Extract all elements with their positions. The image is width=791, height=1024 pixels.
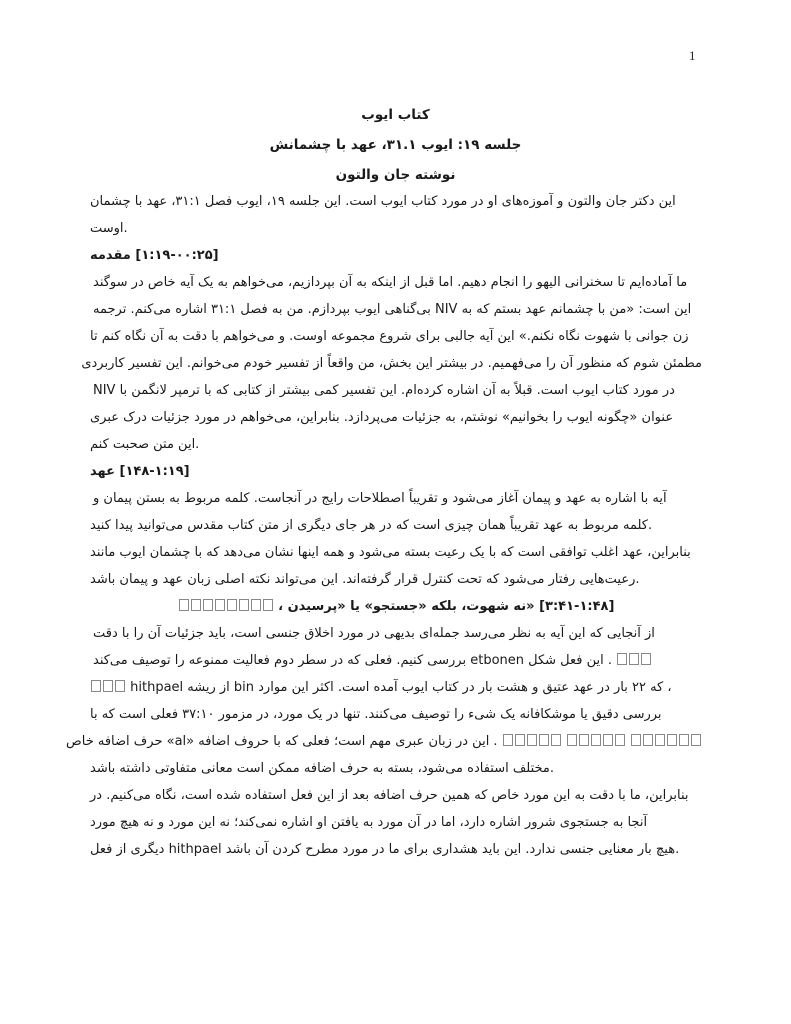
missing-glyphs bbox=[616, 653, 652, 668]
paragraph-line: این است: «من با چشمانم عهد بستم که به NIV بی‌گناهی ایوب بپردازم. من به فصل ۳۱:۱ اشاره می‌کنم. ترجمه bbox=[93, 302, 692, 317]
session-title: جلسه ۱۹: ایوب ۳۱.۱، عهد با چشمانش bbox=[269, 137, 522, 153]
introduction-paragraph bbox=[81, 269, 702, 458]
paragraph-line: آیه با اشاره به عهد و پیمان آغاز می‌شود و تقریباً اصطلاحات رایج در آنجاست. کلمه مربوط به بستن پیمان و bbox=[93, 491, 667, 506]
paragraph-line: .این متن صحبت کنم bbox=[90, 437, 200, 452]
missing-glyphs bbox=[90, 680, 126, 695]
missing-glyphs bbox=[502, 734, 702, 749]
paragraph-line: بررسی دقیق یا موشکافانه یک شیء را توصیف می‌کنند. تنها در یک مورد، در مزمور ۳۷:۱۰ فعلی است که با bbox=[90, 707, 662, 722]
missing-glyphs bbox=[178, 599, 279, 614]
paragraph-line: مطمئن شوم که منظور آن را می‌فهمیم. در بیشتر این بخش، من واقعاً از تفسیر خودم می‌خوانم. این تفسیر کاربردی bbox=[81, 356, 702, 371]
paragraph-line: .رعیت‌هایی رفتار می‌شود که تحت کنترل قرار گرفته‌اند. این می‌تواند نکته اصلی زبان عهد و پیمان باشد bbox=[90, 572, 640, 587]
paragraph-line: بنابراین، ما با دقت به این مورد خاص که همین حرف اضافه بعد از این فعل استفاده شده است، نگاه می‌کنیم. در bbox=[90, 788, 689, 803]
section-heading-covenant bbox=[90, 458, 702, 485]
book-title: کتاب ایوب bbox=[361, 107, 430, 123]
covenant-paragraph bbox=[90, 485, 702, 593]
paragraph-line: زن جوانی با شهوت نگاه نکنم.» این آیه جالبی برای شروع مجموعه اوست. و می‌خواهم با دقت به آن نگاه کنم تا bbox=[90, 329, 689, 344]
section-heading-searching bbox=[90, 593, 702, 620]
heading-timestamp: [۱:۱۹-۰۰:۲۵] bbox=[135, 248, 219, 263]
paragraph-line: . این در زبان عبری مهم است؛ فعلی که با حروف اضافه «al» حرف اضافه خاص bbox=[90, 728, 702, 755]
paragraph-line: عنوان «چگونه ایوب را بخوانیم» نوشتم، به جزئیات می‌پردازد. بنابراین، می‌خواهم در مورد جزئیات درک عبری bbox=[90, 410, 674, 425]
document-body bbox=[66, 188, 702, 863]
paragraph-line: این دکتر جان والتون و آموزه‌های او در مورد کتاب ایوب است. این جلسه ۱۹، ایوب فصل ۳۱:۱، عهد با چشمان bbox=[90, 194, 676, 209]
paragraph-line: در مورد کتاب ایوب است. قبلاً به آن اشاره کرده‌ام. این تفسیر کمی بیشتر از کتابی که با ترمپر لانگمن با NIV bbox=[93, 383, 675, 398]
paragraph-line: ، که ۲۲ بار در عهد عتیق و هشت بار در کتاب ایوب آمده است. اکثر این موارد bin از ریشه hithpael bbox=[90, 674, 702, 701]
paragraph-line: .اوست bbox=[90, 221, 128, 236]
paragraph-line: .کلمه مربوط به عهد تقریباً همان چیزی است که در هر جای دیگری از متن کتاب مقدس می‌توانید پیدا کنید bbox=[90, 518, 653, 533]
paragraph-line: از آنجایی که این آیه به نظر می‌رسد جمله‌ای بدیهی در مورد اخلاق جنسی است، باید جزئیات آن را با دقت bbox=[93, 626, 655, 641]
paragraph-line: بنابراین، عهد اغلب توافقی است که با یک رعیت بسته می‌شود و همه اینها نشان می‌دهد که با چشمان ایوب مانند bbox=[90, 545, 691, 560]
searching-paragraph bbox=[66, 620, 702, 863]
paragraph-line: . این فعل شکل etbonen بررسی کنیم. فعلی که در سطر دوم فعالیت ممنوعه را توصیف می‌کند bbox=[90, 647, 702, 674]
heading-text: مقدمه bbox=[90, 248, 131, 263]
paragraph-line: .مختلف استفاده می‌شود، بسته به حرف اضافه ممکن است معانی متفاوتی داشته باشد bbox=[90, 761, 555, 776]
paragraph-line: .هیچ بار معنایی جنسی ندارد. این باید هشداری برای ما در مورد مطرح کردن آن باشد hithpael دیگری از فعل bbox=[90, 842, 680, 857]
heading-text: ، نه شهوت، بلکه «جستجو» یا «پرسیدن» bbox=[278, 599, 535, 614]
author-line: نوشته جان والتون bbox=[335, 167, 456, 183]
paragraph-line: آنجا به جستجوی شرور اشاره دارد، اما در آن مورد به یافتن او اشاره نمی‌کند؛ نه این مورد و نه هیچ مورد bbox=[90, 815, 648, 830]
page-number: 1 bbox=[689, 48, 696, 63]
section-heading-introduction bbox=[90, 242, 702, 269]
paragraph-line: ما آماده‌ایم تا سخنرانی الیهو را انجام دهیم. اما قبل از اینکه به آن بپردازیم، می‌خواهم به یک آیه خاص در سوگند bbox=[93, 275, 688, 290]
intro-paragraph bbox=[90, 188, 702, 242]
document-title-block bbox=[0, 100, 791, 190]
heading-timestamp: [۱۴۸-۱:۱۹] bbox=[119, 464, 190, 479]
heading-timestamp: [۳:۴۱-۱:۴۸] bbox=[539, 599, 615, 614]
heading-text: عهد bbox=[90, 464, 115, 479]
